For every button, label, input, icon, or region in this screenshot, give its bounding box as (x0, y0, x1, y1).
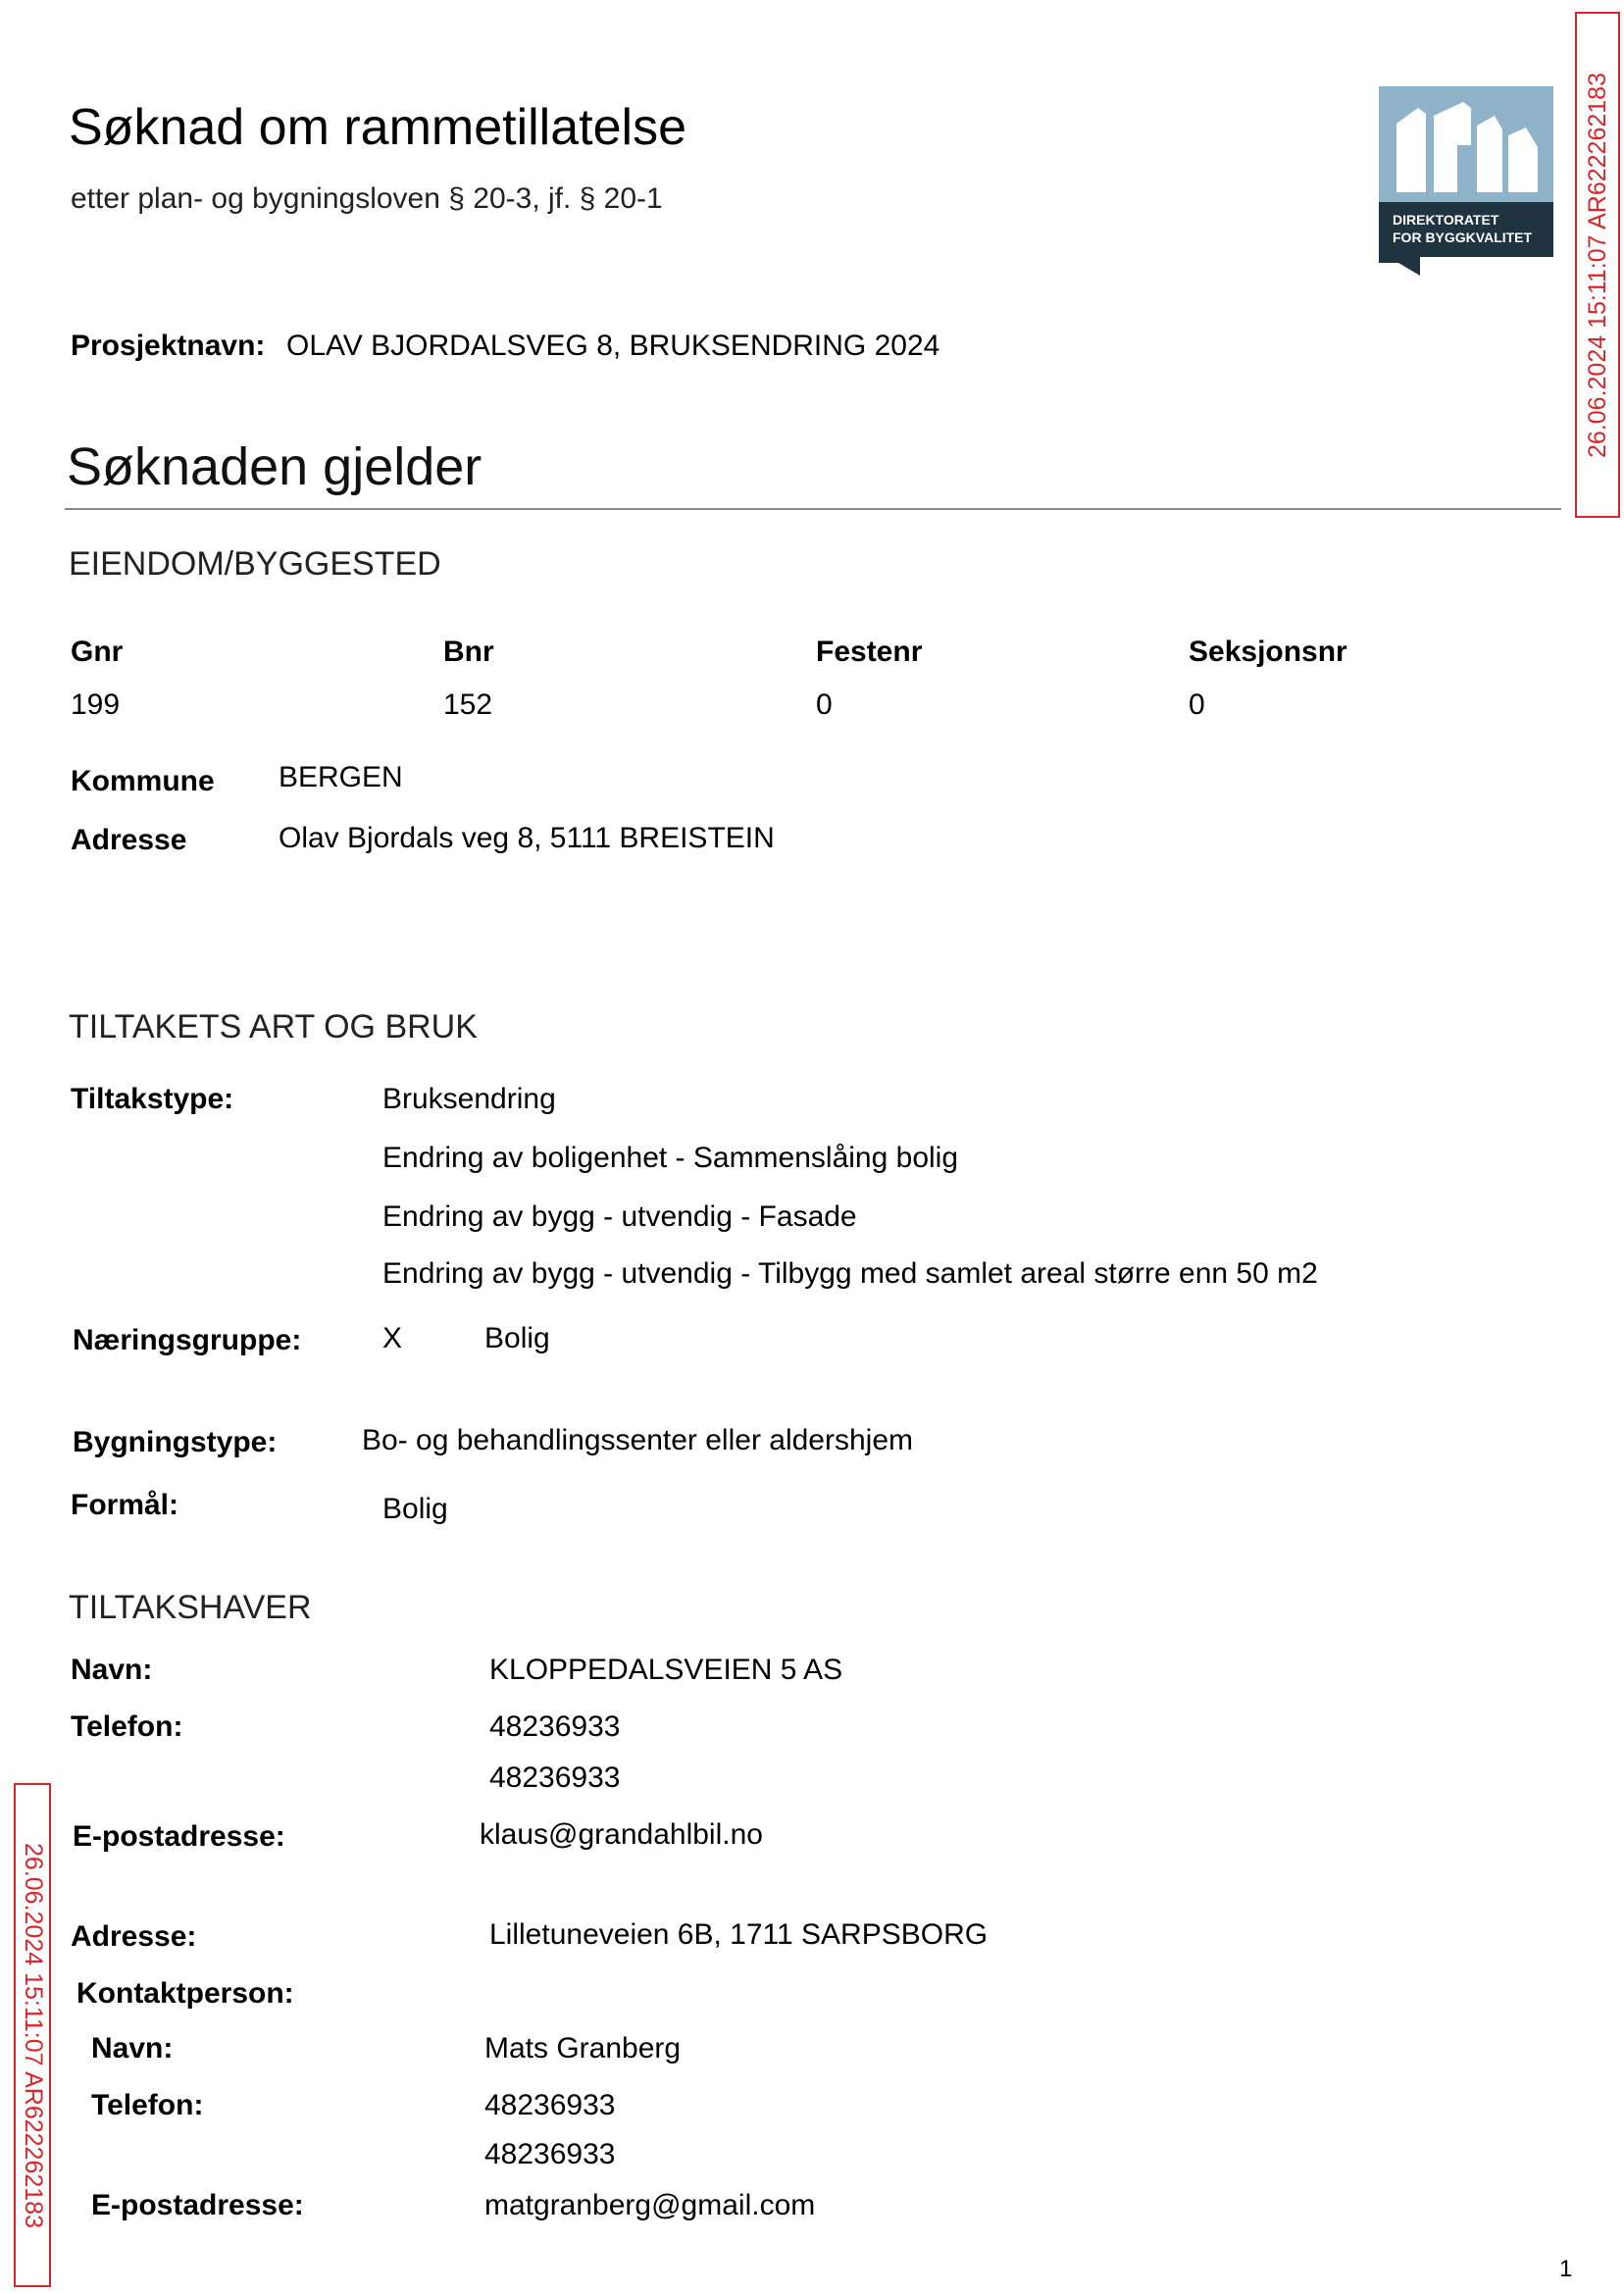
page-number: 1 (1559, 2256, 1573, 2282)
tiltakshaver-navn-label: Navn: (71, 1654, 153, 1686)
formal-label: Formål: (71, 1489, 179, 1521)
kontakt-telefon-label: Telefon: (91, 2089, 204, 2121)
section-divider (65, 508, 1561, 510)
naeringsgruppe-value: Bolig (484, 1322, 550, 1354)
bygningstype-label: Bygningstype: (73, 1426, 278, 1458)
tiltakstype-item: Bruksendring (382, 1083, 556, 1115)
page-title: Søknad om rammetillatelse (69, 99, 686, 156)
tiltakshaver-epost-label: E-postadresse: (73, 1820, 285, 1853)
tiltak-heading: TILTAKETS ART OG BRUK (69, 1008, 478, 1045)
tiltakstype-item: Endring av bygg - utvendig - Tilbygg med samlet areal større enn 50 m2 (382, 1257, 1318, 1290)
kontakt-telefon-value: 48236933 (484, 2138, 616, 2170)
tiltakstype-item: Endring av boligenhet - Sammenslåing bolig (382, 1142, 959, 1174)
tiltakshaver-telefon-value: 48236933 (489, 1761, 621, 1794)
kommune-value: BERGEN (279, 761, 403, 793)
kontakt-navn-value: Mats Granberg (484, 2032, 682, 2065)
kontakt-navn-label: Navn: (91, 2032, 174, 2065)
logo-line1: DIREKTORATET (1393, 212, 1499, 228)
adresse-value: Olav Bjordals veg 8, 5111 BREISTEIN (279, 822, 775, 854)
formal-value: Bolig (382, 1493, 448, 1525)
date-stamp-left: 26.06.2024 15:11:07 AR622262183 (14, 1783, 51, 2287)
eiendom-heading: EIENDOM/BYGGESTED (69, 545, 441, 583)
tiltakshaver-telefon-label: Telefon: (71, 1710, 183, 1743)
seksjonsnr-header: Seksjonsnr (1189, 636, 1347, 668)
adresse-label: Adresse (71, 824, 187, 856)
gnr-header: Gnr (71, 636, 124, 668)
gnr-value: 199 (71, 688, 121, 721)
tiltakstype-item: Endring av bygg - utvendig - Fasade (382, 1200, 857, 1233)
tiltakstype-label: Tiltakstype: (71, 1083, 234, 1115)
tiltakshaver-heading: TILTAKSHAVER (69, 1589, 312, 1626)
building-logo-icon (1379, 86, 1553, 276)
naeringsgruppe-code: X (382, 1322, 403, 1354)
naeringsgruppe-label: Næringsgruppe: (73, 1324, 302, 1356)
date-stamp-top: 26.06.2024 15:11:07 AR622262183 (1575, 12, 1620, 518)
festenr-header: Festenr (816, 636, 923, 668)
tiltakshaver-adresse-value: Lilletuneveien 6B, 1711 SARPSBORG (489, 1918, 989, 1951)
page-subtitle: etter plan- og bygningsloven § 20-3, jf. § 20-1 (71, 182, 663, 215)
tiltakshaver-adresse-label: Adresse: (71, 1920, 197, 1953)
bnr-value: 152 (443, 688, 493, 721)
logo-line2: FOR BYGGKVALITET (1393, 229, 1533, 245)
dibk-logo (1379, 86, 1553, 276)
kontaktperson-label: Kontaktperson: (76, 1977, 294, 2010)
section-title: Søknaden gjelder (67, 437, 482, 496)
project-name: OLAV BJORDALSVEG 8, BRUKSENDRING 2024 (286, 330, 940, 362)
festenr-value: 0 (816, 688, 833, 721)
tiltakshaver-navn-value: KLOPPEDALSVEIEN 5 AS (489, 1654, 843, 1686)
project-label: Prosjektnavn: (71, 330, 266, 362)
tiltakshaver-epost-value: klaus@grandahlbil.no (480, 1818, 763, 1851)
seksjonsnr-value: 0 (1189, 688, 1205, 721)
kontakt-epost-value: matgranberg@gmail.com (484, 2189, 816, 2221)
tiltakshaver-telefon-value: 48236933 (489, 1710, 621, 1743)
bnr-header: Bnr (443, 636, 494, 668)
kontakt-epost-label: E-postadresse: (91, 2189, 304, 2221)
bygningstype-value: Bo- og behandlingssenter eller aldershjem (362, 1424, 914, 1456)
kontakt-telefon-value: 48236933 (484, 2089, 616, 2121)
kommune-label: Kommune (71, 765, 215, 797)
